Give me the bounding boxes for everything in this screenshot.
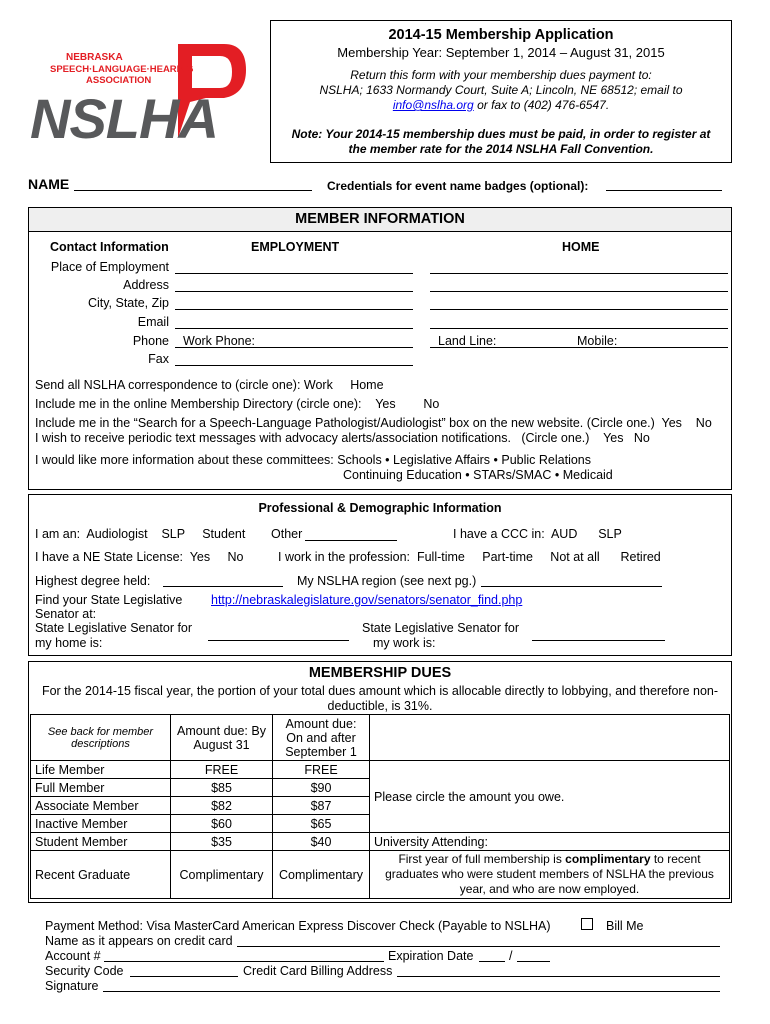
employment-address-field[interactable] xyxy=(175,291,413,292)
other-label: Other xyxy=(271,527,303,541)
label-phone: Phone xyxy=(132,334,169,348)
dues-after-full[interactable]: $90 xyxy=(273,779,370,797)
home-heading: HOME xyxy=(562,240,600,254)
credentials-field[interactable] xyxy=(606,190,722,191)
contact-info-heading: Contact Information xyxy=(50,240,169,254)
dues-by-inactive[interactable]: $60 xyxy=(171,815,273,833)
committees-line-2[interactable]: Continuing Education • STARs/SMAC • Medicaid xyxy=(343,468,613,482)
find-senator-line-1: Find your State Legislative xyxy=(35,593,183,607)
email-link[interactable]: info@nslha.org xyxy=(392,98,474,112)
home-place-field[interactable] xyxy=(430,273,728,274)
credentials-label: Credentials for event name badges (optional): xyxy=(327,179,589,193)
circle-amount-note: Please circle the amount you owe. xyxy=(370,761,730,833)
label-address: Address xyxy=(123,278,169,292)
dues-after-inactive[interactable]: $65 xyxy=(273,815,370,833)
home-senator-line-2: my home is: xyxy=(35,636,103,650)
header-by-aug: Amount due: By August 31 xyxy=(171,715,273,761)
security-code-label: Security Code xyxy=(45,964,124,978)
find-senator-line-2: Senator at: xyxy=(35,607,97,621)
home-senator-line-1: State Legislative Senator for xyxy=(35,621,193,635)
dues-type-recent-grad: Recent Graduate xyxy=(31,851,171,899)
work-senator-field[interactable] xyxy=(532,640,665,641)
dues-by-recent-grad[interactable]: Complimentary xyxy=(171,851,273,899)
logo-line-2: SPEECH·LANGUAGE·HEARING xyxy=(50,64,194,75)
security-code-field[interactable] xyxy=(130,976,238,977)
work-phone-label: Work Phone: xyxy=(183,334,256,348)
member-info-title: MEMBER INFORMATION xyxy=(29,208,731,232)
fax-text: or fax to (402) 476-6547. xyxy=(473,98,610,112)
other-field[interactable] xyxy=(305,540,397,541)
degree-label: Highest degree held: xyxy=(35,574,151,588)
dues-by-life[interactable]: FREE xyxy=(171,761,273,779)
card-name-label: Name as it appears on credit card xyxy=(45,934,233,948)
header-blank xyxy=(370,715,730,761)
recent-grad-note xyxy=(370,851,730,899)
membership-year: Membership Year: September 1, 2014 – August 31, 2015 xyxy=(337,45,665,60)
employment-heading: EMPLOYMENT xyxy=(251,240,340,254)
logo-line-1: NEBRASKA xyxy=(66,52,123,63)
dues-note-2: deductible, is 31%. xyxy=(327,699,433,713)
bill-me-label: Bill Me xyxy=(606,919,644,933)
signature-label: Signature xyxy=(45,979,99,993)
header-after-sep: Amount due: On and after September 1 xyxy=(273,715,370,761)
label-fax: Fax xyxy=(148,352,169,366)
dues-title: MEMBERSHIP DUES xyxy=(308,665,452,681)
label-email: Email xyxy=(137,315,169,329)
dues-type-associate: Associate Member xyxy=(31,797,171,815)
header-box xyxy=(270,20,732,163)
search-option[interactable]: Include me in the “Search for a Speech-Language Pathologist/Audiologist” box on the new website. (Circle one.) Yes No xyxy=(35,416,712,430)
see-back-note: See back for member descriptions xyxy=(31,715,171,761)
recent-grad-note-c: to recent graduates who were student members of NSLHA the previous year, and who are now employed. xyxy=(385,852,714,896)
dues-after-recent-grad[interactable]: Complimentary xyxy=(273,851,370,899)
land-line-label: Land Line: xyxy=(438,334,497,348)
committees-line-1[interactable]: I would like more information about these committees: Schools • Legislative Affairs • Public Relations xyxy=(35,453,592,467)
dues-type-life: Life Member xyxy=(31,761,171,779)
dues-after-student[interactable]: $40 xyxy=(273,833,370,851)
account-field[interactable] xyxy=(104,961,384,962)
region-label: My NSLHA region (see next pg.) xyxy=(297,574,477,588)
recent-grad-note-a: First year of full membership is xyxy=(398,852,566,866)
dues-type-student: Student Member xyxy=(31,833,171,851)
account-label: Account # xyxy=(45,949,101,963)
name-label: NAME xyxy=(28,176,70,192)
contact-line xyxy=(271,98,731,112)
ccc-options[interactable]: I have a CCC in: AUD SLP xyxy=(453,527,622,541)
dues-type-inactive: Inactive Member xyxy=(31,815,171,833)
home-email-field[interactable] xyxy=(430,328,728,329)
dues-note-1: For the 2014-15 fiscal year, the portion of your total dues amount which is allocable directly to lobbying, and therefore non- xyxy=(41,684,719,698)
name-field[interactable] xyxy=(74,190,312,191)
return-address: NSLHA; 1633 Normandy Court, Suite A; Lincoln, NE 68512; email to xyxy=(319,83,683,97)
signature-field[interactable] xyxy=(103,991,720,992)
expiration-slash: / xyxy=(509,949,513,963)
senator-finder-link[interactable]: http://nebraskalegislature.gov/senators/senator_find.php xyxy=(211,593,523,607)
billing-address-label: Credit Card Billing Address xyxy=(243,964,393,978)
expiration-month-field[interactable] xyxy=(479,961,505,962)
professional-title: Professional & Demographic Information xyxy=(258,501,502,515)
dues-after-associate[interactable]: $87 xyxy=(273,797,370,815)
university-field[interactable]: University Attending: xyxy=(370,833,730,851)
home-city-field[interactable] xyxy=(430,309,728,310)
employment-place-field[interactable] xyxy=(175,273,413,274)
expiration-label: Expiration Date xyxy=(388,949,474,963)
dues-by-student[interactable]: $35 xyxy=(171,833,273,851)
employment-fax-field[interactable] xyxy=(175,365,413,366)
directory-option[interactable]: Include me in the online Membership Directory (circle one): Yes No xyxy=(35,397,440,411)
card-name-field[interactable] xyxy=(237,946,720,947)
label-place-of-employment: Place of Employment xyxy=(50,260,169,274)
logo-line-3: ASSOCIATION xyxy=(86,75,152,86)
employment-city-field[interactable] xyxy=(175,309,413,310)
text-messages-option[interactable]: I wish to receive periodic text messages with advocacy alerts/association notifications. (Circle one.) Yes No xyxy=(35,431,650,445)
note-line-2: the member rate for the 2014 NSLHA Fall Convention. xyxy=(348,142,654,156)
nslha-logo xyxy=(28,38,250,150)
home-senator-field[interactable] xyxy=(208,640,349,641)
mobile-label: Mobile: xyxy=(577,334,618,348)
label-city-state-zip: City, State, Zip xyxy=(87,296,169,310)
work-profession-options[interactable]: I work in the profession: Full-time Part-time Not at all Retired xyxy=(278,550,661,564)
work-senator-line-2: my work is: xyxy=(373,636,436,650)
i-am-an-options[interactable]: I am an: Audiologist SLP Student xyxy=(35,527,246,541)
dues-type-full: Full Member xyxy=(31,779,171,797)
degree-field[interactable] xyxy=(163,586,283,587)
correspondence-option[interactable]: Send all NSLHA correspondence to (circle one): Work Home xyxy=(35,378,384,392)
billing-address-field[interactable] xyxy=(397,976,720,977)
employment-email-field[interactable] xyxy=(175,328,413,329)
dues-by-full[interactable]: $85 xyxy=(171,779,273,797)
license-options[interactable]: I have a NE State License: Yes No xyxy=(35,550,244,564)
region-field[interactable] xyxy=(481,586,662,587)
form-title: 2014-15 Membership Application xyxy=(388,27,614,43)
payment-method-options[interactable]: Payment Method: Visa MasterCard American Express Discover Check (Payable to NSLHA) xyxy=(45,919,551,933)
home-address-field[interactable] xyxy=(430,291,728,292)
logo-brand: NSLHA xyxy=(30,87,218,150)
dues-after-life[interactable]: FREE xyxy=(273,761,370,779)
recent-grad-note-bold: complimentary xyxy=(565,852,651,866)
dues-table xyxy=(30,714,730,899)
return-instructions: Return this form with your membership dues payment to: xyxy=(350,68,652,82)
work-senator-line-1: State Legislative Senator for xyxy=(362,621,520,635)
note-line-1: Note: Your 2014-15 membership dues must be paid, in order to register at xyxy=(291,127,711,141)
bill-me-checkbox[interactable] xyxy=(581,918,593,930)
dues-by-associate[interactable]: $82 xyxy=(171,797,273,815)
expiration-year-field[interactable] xyxy=(517,961,550,962)
